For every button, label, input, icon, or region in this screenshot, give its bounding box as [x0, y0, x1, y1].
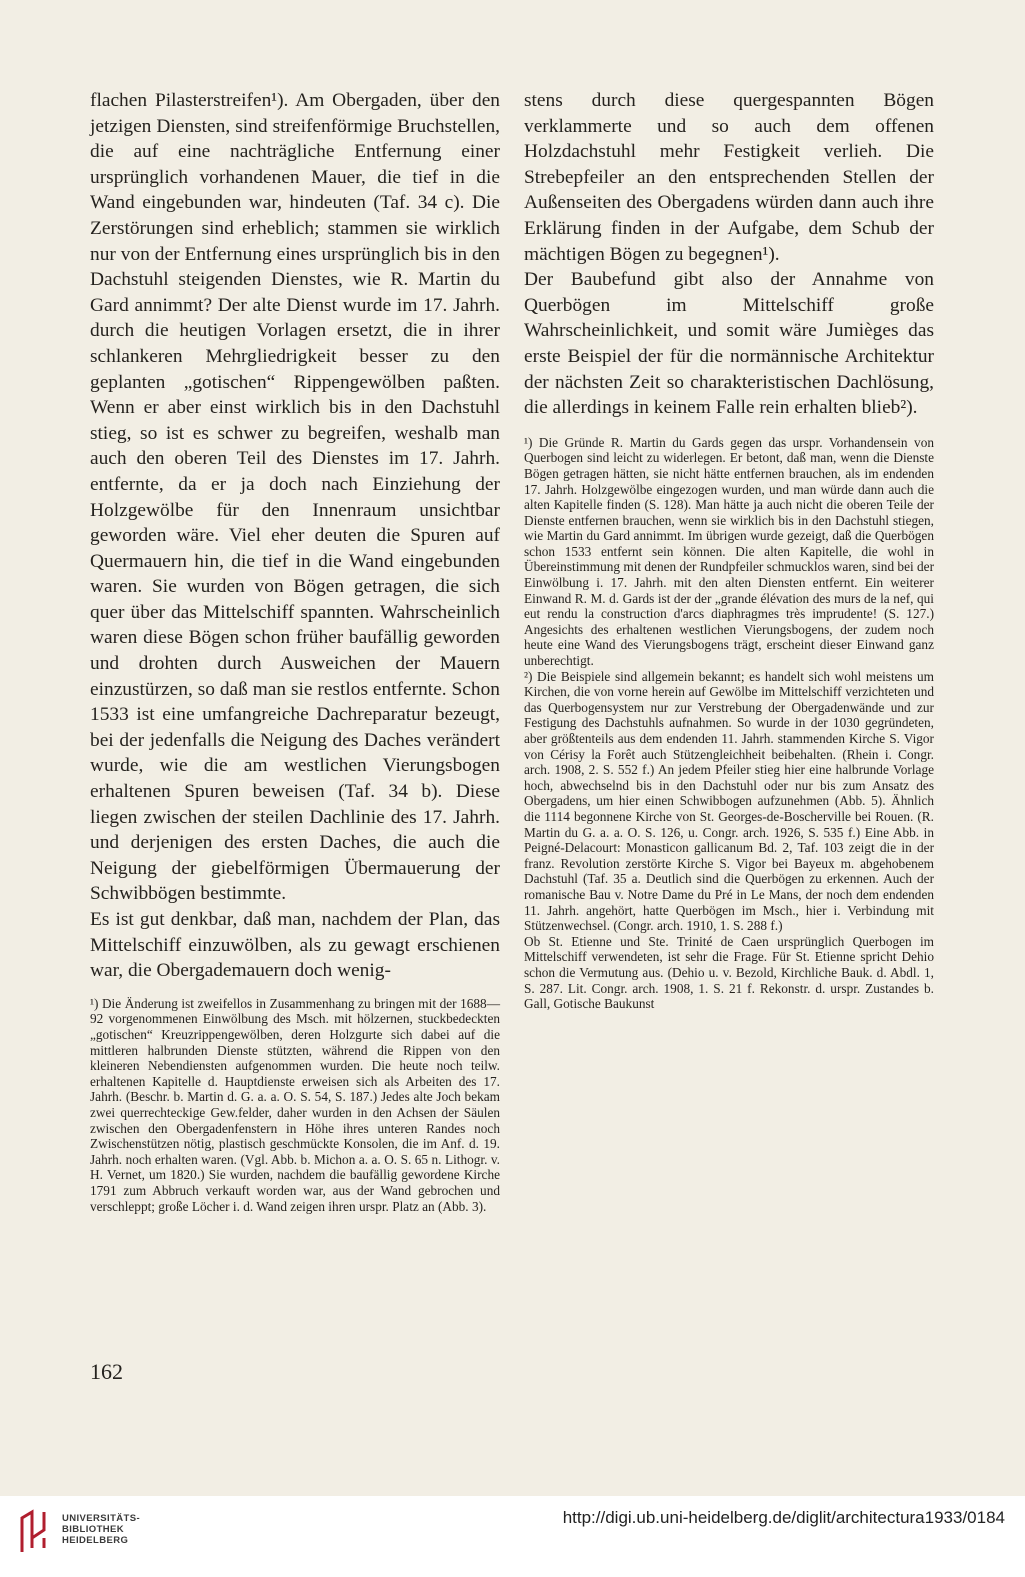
right-column [524, 88, 934, 1012]
left-footnotes [90, 996, 500, 1214]
right-paragraph-2: Der Baubefund gibt also der Annahme von Querbögen im Mittelschiff große Wahrscheinlichkeit, und somit wäre Jumièges das erste Beispiel der für die normännische Architektur der nächsten Zeit so charakteristischen Dachlösung, die allerdings in keinem Falle rein erhalten blieb²). [524, 269, 934, 419]
library-name-line-3: HEIDELBERG [62, 1535, 129, 1546]
left-footnote-1: ¹) Die Änderung ist zweifellos in Zusammenhang zu bringen mit der 1688—92 vorgenommenen Einwölbung des Msch. mit hölzernen, stuckbedeckten „gotischen“ Kreuzrippengewölben, deren Holzgurte sich dabei auf die mittleren halbrunden Dienste stützten, während die Rippen von den kleineren Nebendiensten aufgenommen wurden. Die heute noch teilw. erhaltenen Kapitelle d. Hauptdienste erweisen sich als Arbeiten des 17. Jahrh. (Beschr. b. Martin d. G. a. a. O. S. 54, S. 187.) Jedes alte Joch bekam zwei querrechteckige Gew.felder, daher wurden in den Achsen der Säulen zwischen den Obergadenfenstern in Höhe ihres unteren Randes noch Zwischenstützen nötig, plastisch geschmückte Konsolen, die im Anf. d. 19. Jahrh. noch erhalten waren. (Vgl. Abb. b. Michon a. a. O. S. 65 n. Lithogr. v. H. Vernet, um 1820.) Sie wurden, nachdem die baufällig gewordene Kirche 1791 zum Abbruch verkauft worden war, aus der Wand gebrochen und verschleppt; große Löcher i. d. Wand zeigen ihren urspr. Platz an (Abb. 3). [90, 995, 500, 1214]
right-footnote-1: ¹) Die Gründe R. Martin du Gards gegen das urspr. Vorhandensein von Querbogen sind leicht zu widerlegen. Er betont, daß man, wenn die Dienste Bögen getragen hätten, sie nicht hätte entfernen brauchen, als im endenden 17. Jahrh. Holzgewölbe eingezogen wurden, und man würde dann auch die alten Kapitelle finden (S. 128). Man hätte ja auch nicht die oberen Teile der Dienste entfernen brauchen, wenn sie wirklich bis in den Dachstuhl stiegen, wie Martin du Gard annimmt. Im übrigen wurde gezeigt, daß die Querbögen schon 1533 entfernt sein können. Die alten Kapitelle, die wohl in Übereinstimmung mit denen der Rundpfeiler schmucklos waren, sind bei der Einwölbung i. 17. Jahrh. mit den alten Diensten entfernt. Ein weiterer Einwand R. M. d. Gards ist der der „grande élévation des murs de la nef, qui eut rendu la construction d'arcs diaphragmes très imprudente! (S. 127.) Angesichts des erhaltenen westlichen Vierungsbogens, der zudem noch heute eine Wand des Vierungsbogens trägt, erscheint dieser Einwand ganz unberechtigt. [524, 434, 934, 669]
left-main-text [90, 88, 500, 984]
left-column [90, 88, 500, 1214]
right-footnotes [524, 435, 934, 1012]
library-name-line-1: UNIVERSITÄTS- [62, 1513, 141, 1524]
source-url[interactable]: http://digi.ub.uni-heidelberg.de/diglit/architectura1933/0184 [562, 1508, 1005, 1527]
left-paragraph-1: flachen Pilasterstreifen¹). Am Obergaden, über den jetzigen Diensten, sind streifenförmige Bruchstellen, die auf eine nachträgliche Entfernung einer ursprünglich vorhandenen Mauer, die tief in die Wand eingebunden war, hindeuten (Taf. 34 c). Die Zerstörungen sind erheblich; stammen sie wirklich nur von der Entfernung eines ursprünglich bis in den Dachstuhl steigenden Dienstes, wie R. Martin du Gard annimmt? Der alte Dienst wurde im 17. Jahrh. durch die heutigen Vorlagen ersetzt, die in ihrer schlankeren Mehrgliedrigkeit besser zu den geplanten „gotischen“ Rippengewölben paßten. Wenn er aber einst wirklich bis in den Dachstuhl stieg, so ist es schwer zu begreifen, weshalb man auch den oberen Teil des Dienstes im 17. Jahrh. entfernte, da er ja doch nach Einziehung der Holzgewölbe für den Innenraum unsichtbar geworden wäre. Viel eher deuten die Spuren auf Quermauern hin, die tief in die Wand eingebunden waren. Sie wurden von Bögen getragen, die sich quer über das Mittelschiff spannten. Wahrscheinlich waren diese Bögen schon früher baufällig geworden und drohten durch Ausweichen der Mauern einzustürzen, so daß man sie restlos entfernte. Schon 1533 ist eine umfangreiche Dachreparatur bezeugt, bei der jedenfalls die Neigung des Daches verändert wurde, wie die am westlichen Vierungsbogen erhaltenen Spuren beweisen (Taf. 34 b). Diese liegen zwischen der steilen Dachlinie des 17. Jahrh. und derjenigen des ersten Daches, die auch die Neigung der giebelförmigen Übermauerung der Schwibbögen bestimmte. [90, 90, 500, 905]
library-name-line-2: BIBLIOTHEK [62, 1524, 125, 1535]
right-paragraph-1: stens durch diese quergespannten Bögen verklammerte und so auch dem offenen Holzdachstuhl mehr Festigkeit verlieh. Die Strebepfeiler an den entsprechenden Stellen der Außenseiten des Obergadens würden dann auch ihre Erklärung finden in der Aufgabe, dem Schub der mächtigen Bögen zu begegnen¹). [524, 90, 934, 265]
left-paragraph-2: Es ist gut denkbar, daß man, nachdem der Plan, das Mittelschiff einzuwölben, als zu gewagt erschienen war, die Obergademauern doch wenig- [90, 909, 500, 982]
right-footnote-2: ²) Die Beispiele sind allgemein bekannt; es handelt sich wohl meistens um Kirchen, die von vorne herein auf Gewölbe im Mittelschiff verzichteten und das Querbogensystem nur zur Verstrebung der Obergadenwände und zur Festigung des Dachstuhls aufnahmen. So wurde in der 1030 gegründeten, aber größtenteils aus dem endenden 11. Jahrh. stammenden Kirche S. Vigor von Cérisy la Forêt auch Stützengleichheit beibehalten. (Rhein i. Congr. arch. 1908, 2. S. 552 f.) An jedem Pfeiler stieg hier eine halbrunde Vorlage hoch, abwechselnd bis in den Dachstuhl oder nur bis zum Ansatz des Obergadens, um hier einen Schwibbogen aufzunehmen (Abb. 5). Ähnlich die 1114 begonnene Kirche von St. Georges-de-Boscherville bei Rouen. (R. Martin du G. a. a. O. S. 126, u. Congr. arch. 1926, S. 535 f.) Eine Abb. in Peigné-Delacourt: Monasticon gallicanum Bd. 2, Taf. 103 zeigt die in der franz. Revolution zerstörte Kirche S. Vigor bei Bayeux m. abgehobenem Dachstuhl (Taf. 35 a. Deutlich sind die Querbögen zu erkennen. Auch der romanische Bau v. Notre Dame du Pré in Le Mans, der noch dem endenden 11. Jahrh. angehört, hatte Querbögen im Msch., hier i. Verbindung mit Stützenwechsel. (Congr. arch. 1910, 1. S. 288 f.) [524, 668, 934, 934]
right-main-text [524, 88, 934, 421]
right-footnote-3: Ob St. Etienne und Ste. Trinité de Caen ursprünglich Querbogen im Mittelschiff verwendeten, ist sehr die Frage. Für St. Etienne spricht Dehio schon die Vermutung aus. (Dehio u. v. Bezold, Kirchliche Bauk. d. Abdl. 1, S. 287. Lit. Congr. arch. 1908, 1. S. 21 f. Rekonstr. d. urspr. Zustandes b. Gall, Gotische Baukunst [524, 933, 934, 1012]
page-number: 162 [90, 1359, 123, 1384]
heidelberg-library-logo-icon [18, 1508, 52, 1554]
library-name [62, 1513, 140, 1546]
